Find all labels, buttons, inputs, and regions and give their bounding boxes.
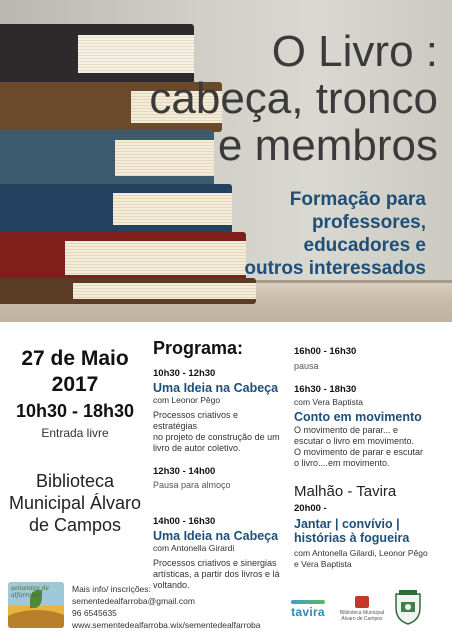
program-column-2 xyxy=(294,346,444,570)
municipal-crest-icon xyxy=(392,588,424,626)
book-4 xyxy=(0,184,232,234)
session-2-desc-line: artísticas, a partir dos livros e lá xyxy=(153,569,280,579)
event-hours: 10h30 - 18h30 xyxy=(15,401,135,421)
subtitle-line-3: educadores e xyxy=(303,235,426,256)
contact-email[interactable]: sementedealfarroba@gmail.com xyxy=(72,596,195,606)
book-6 xyxy=(0,278,256,304)
subtitle-line-4: outros interessados xyxy=(244,258,426,279)
book-5 xyxy=(0,232,246,284)
subtitle-line-2: professores, xyxy=(311,212,426,233)
library-wordmark: Biblioteca Municipal Álvaro de Campos xyxy=(339,610,385,622)
session-3-title: Conto em movimento xyxy=(294,410,422,424)
session-3-desc-line: escutar o livro em movimento. xyxy=(294,436,415,446)
evening-title-line: Jantar | convívio | xyxy=(294,517,400,531)
session-3-desc-line: o livro....em movimento. xyxy=(294,458,390,468)
poster-title xyxy=(149,28,438,169)
session-2-desc-line: voltando. xyxy=(153,580,190,590)
session-1-host: com Leonor Pêgo xyxy=(153,395,221,405)
event-date: 27 de Maio xyxy=(21,347,129,370)
lunch-label: Pausa para almoço xyxy=(153,480,231,490)
lunch-time: 12h30 - 14h00 xyxy=(153,466,216,477)
library-icon xyxy=(355,596,369,608)
event-year: 2017 xyxy=(51,373,99,396)
venue-line-3: de Campos xyxy=(28,515,122,535)
evening-location: Malhão - Tavira xyxy=(294,483,397,500)
contact-label: Mais info/ inscrições: xyxy=(72,584,151,594)
entry-note: Entrada livre xyxy=(41,426,109,440)
logo-text: sementes de alfarroba xyxy=(11,585,50,599)
venue-line-2: Municipal Álvaro xyxy=(8,493,142,513)
session-2-time: 14h00 - 16h30 xyxy=(153,516,216,527)
session-3-description xyxy=(294,425,444,469)
evening-hosts xyxy=(294,548,444,570)
program-column-1 xyxy=(153,368,283,591)
evening-hosts-line: e Vera Baptista xyxy=(294,559,352,569)
event-info xyxy=(0,346,150,440)
session-1-title: Uma Ideia na Cabeça xyxy=(153,381,279,395)
contact-website[interactable]: www.sementedealfarroba.wix/sementedealfarroba xyxy=(72,620,261,630)
sementes-logo xyxy=(8,582,64,628)
session-3-host: com Vera Baptista xyxy=(294,397,363,407)
session-1-time: 10h30 - 12h30 xyxy=(153,368,216,379)
tavira-logo xyxy=(285,600,331,619)
title-line-3: e membros xyxy=(217,121,438,170)
evening-title-line: histórias à fogueira xyxy=(294,531,410,545)
title-line-2: cabeça, tronco xyxy=(149,74,438,123)
program-heading: Programa: xyxy=(153,338,244,358)
session-2-desc-line: Processos criativos e sinergias xyxy=(153,558,277,568)
evening-hosts-line: com Antonella Gilardi, Leonor Pêgo xyxy=(294,548,428,558)
evening-time: 20h00 - xyxy=(294,503,327,514)
session-1-desc-line: no projeto de construção de um xyxy=(153,432,280,442)
subtitle-line-1: Formação para xyxy=(289,189,426,210)
session-1-desc-line: Processos criativos e estratégias xyxy=(153,410,239,431)
evening-title xyxy=(294,517,444,545)
session-1-description xyxy=(153,410,283,454)
venue-line-1: Biblioteca xyxy=(35,471,115,491)
contact-phone: 96 6545635 xyxy=(72,608,117,618)
session-2-host: com Antonella Girardi xyxy=(153,543,235,553)
library-logo xyxy=(338,596,386,622)
session-3-desc-line: O movimento de parar e escutar xyxy=(294,447,424,457)
session-3-desc-line: O movimento de parar... e xyxy=(294,425,399,435)
break-time: 16h00 - 16h30 xyxy=(294,346,357,357)
contact-info xyxy=(72,583,261,631)
session-3-time: 16h30 - 18h30 xyxy=(294,384,357,395)
poster-subtitle xyxy=(244,188,426,280)
break-label: pausa xyxy=(294,361,319,371)
session-2-title: Uma Ideia na Cabeça xyxy=(153,529,279,543)
title-line-1: O Livro : xyxy=(271,27,438,76)
event-venue xyxy=(0,470,150,536)
session-1-desc-line: livro de autor coletivo. xyxy=(153,443,241,453)
tavira-wordmark: tavira xyxy=(291,605,325,619)
